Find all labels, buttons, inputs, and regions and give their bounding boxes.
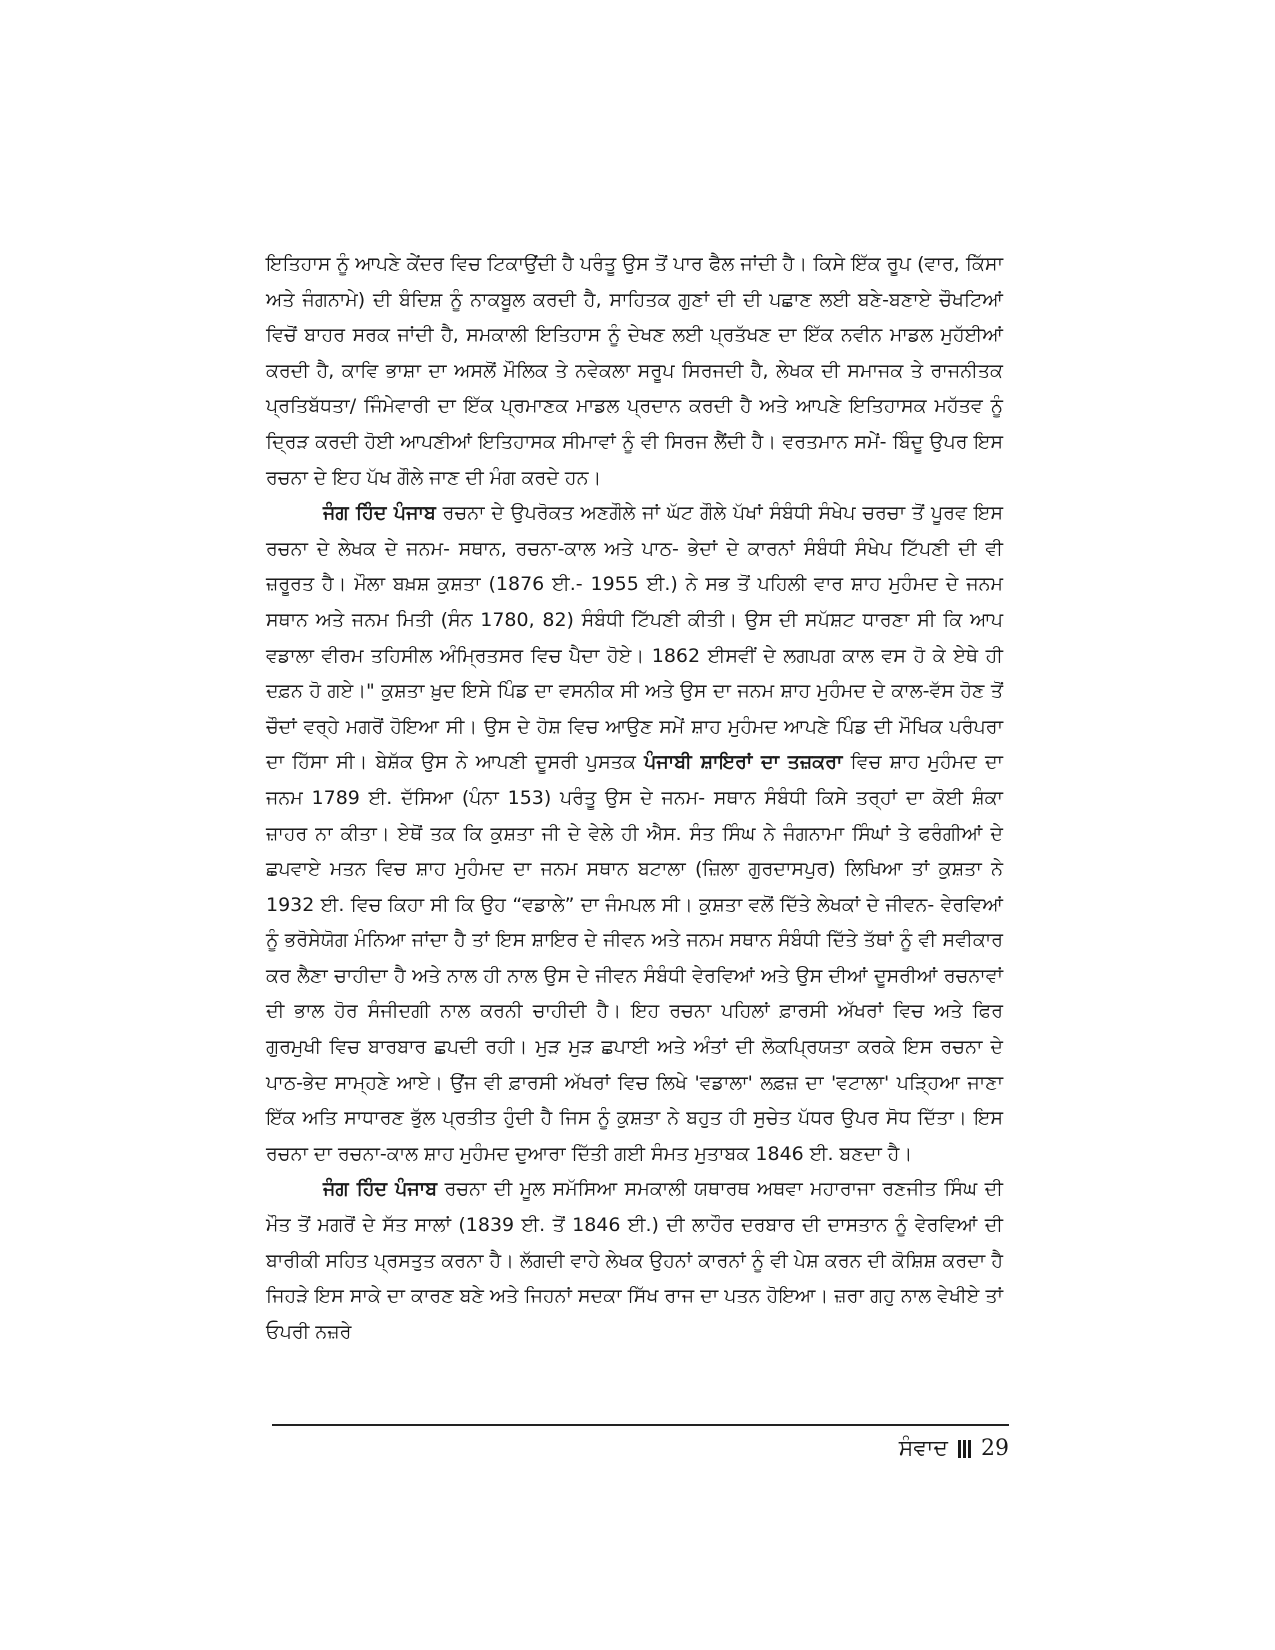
book-title-bold: ਜੰਗ ਹਿੰਦ ਪੰਜਾਬ [323,1178,438,1201]
separator-bars-icon [958,1440,971,1458]
footer-rule [272,1424,1009,1426]
page-footer [899,1434,1009,1464]
body-text [266,247,1003,1350]
paragraph-1: ਇਤਿਹਾਸ ਨੂੰ ਆਪਣੇ ਕੇਂਦਰ ਵਿਚ ਟਿਕਾਉਂਦੀ ਹੈ ਪਰੰਤੂ ਉਸ ਤੋਂ ਪਾਰ ਫੈਲ ਜਾਂਦੀ ਹੈ। ਕਿਸੇ ਇੱਕ ਰੂਪ (ਵਾਰ, ਕਿੱਸਾ ਅਤੇ ਜੰਗਨਾਮੇ) ਦੀ ਬੰਦਿਸ਼ ਨੂੰ ਨਾਕਬੂਲ ਕਰਦੀ ਹੈ, ਸਾਹਿਤਕ ਗੁਣਾਂ ਦੀ ਦੀ ਪਛਾਣ ਲਈ ਬਣੇ-ਬਣਾਏ ਚੌਖਟਿਆਂ ਵਿਚੋਂ ਬਾਹਰ ਸਰਕ ਜਾਂਦੀ ਹੈ, ਸਮਕਾਲੀ ਇਤਿਹਾਸ ਨੂੰ ਦੇਖਣ ਲਈ ਪ੍ਰਤੱਖਣ ਦਾ ਇੱਕ ਨਵੀਨ ਮਾਡਲ ਮੁਹੱਈਆਂ ਕਰਦੀ ਹੈ, ਕਾਵਿ ਭਾਸ਼ਾ ਦਾ ਅਸਲੋਂ ਮੌਲਿਕ ਤੇ ਨਵੇਕਲਾ ਸਰੂਪ ਸਿਰਜਦੀ ਹੈ, ਲੇਖਕ ਦੀ ਸਮਾਜਕ ਤੇ ਰਾਜਨੀਤਕ ਪ੍ਰਤਿਬੱਧਤਾ/ ਜਿੰਮੇਵਾਰੀ ਦਾ ਇੱਕ ਪ੍ਰਮਾਣਕ ਮਾਡਲ ਪ੍ਰਦਾਨ ਕਰਦੀ ਹੈ ਅਤੇ ਆਪਣੇ ਇਤਿਹਾਸਕ ਮਹੱਤਵ ਨੂੰ ਦ੍ਰਿੜ ਕਰਦੀ ਹੋਈ ਆਪਣੀਆਂ ਇਤਿਹਾਸਕ ਸੀਮਾਵਾਂ ਨੂੰ ਵੀ ਸਿਰਜ ਲੈਂਦੀ ਹੈ। ਵਰਤਮਾਨ ਸਮੇਂ- ਬਿੰਦੂ ਉਪਰ ਇਸ ਰਚਨਾ ਦੇ ਇਹ ਪੱਖ ਗੌਲੇ ਜਾਣ ਦੀ ਮੰਗ ਕਰਦੇ ਹਨ। [266,253,1003,489]
paragraph-3-text: ਰਚਨਾ ਦੀ ਮੂਲ ਸਮੱਸਿਆ ਸਮਕਾਲੀ ਯਥਾਰਥ ਅਥਵਾ ਮਹਾਰਾਜਾ ਰਣਜੀਤ ਸਿੰਘ ਦੀ ਮੌਤ ਤੋਂ ਮਗਰੋਂ ਦੇ ਸੱਤ ਸਾਲਾਂ (1839 ਈ. ਤੋਂ 1846 ਈ.) ਦੀ ਲਾਹੌਰ ਦਰਬਾਰ ਦੀ ਦਾਸਤਾਨ ਨੂੰ ਵੇਰਵਿਆਂ ਦੀ ਬਾਰੀਕੀ ਸਹਿਤ ਪ੍ਰਸਤੁਤ ਕਰਨਾ ਹੈ। ਲੱਗਦੀ ਵਾਹੇ ਲੇਖਕ ਉਹਨਾਂ ਕਾਰਨਾਂ ਨੂੰ ਵੀ ਪੇਸ਼ ਕਰਨ ਦੀ ਕੋਸ਼ਿਸ਼ ਕਰਦਾ ਹੈ ਜਿਹੜੇ ਇਸ ਸਾਕੇ ਦਾ ਕਾਰਣ ਬਣੇ ਅਤੇ ਜਿਹਨਾਂ ਸਦਕਾ ਸਿੱਖ ਰਾਜ ਦਾ ਪਤਨ ਹੋਇਆ। ਜ਼ਰਾ ਗਹੁ ਨਾਲ ਵੇਖੀਏ ਤਾਂ ਓਪਰੀ ਨਜ਼ਰੇ [266,1178,1003,1343]
journal-name: ਸੰਵਾਦ [898,1436,948,1461]
paragraph-2 [266,496,1003,1172]
page-number: 29 [981,1436,1009,1461]
book-title-bold: ਜੰਗ ਹਿੰਦ ਪੰਜਾਬ [323,502,436,525]
paragraph-3 [266,1172,1003,1350]
paragraph-2-text-b: ਵਿਚ ਸ਼ਾਹ ਮੁਹੰਮਦ ਦਾ ਜਨਮ 1789 ਈ. ਦੱਸਿਆ (ਪੰਨਾ 153) ਪਰੰਤੂ ਉਸ ਦੇ ਜਨਮ- ਸਥਾਨ ਸੰਬੰਧੀ ਕਿਸੇ ਤਰ੍ਹਾਂ ਦਾ ਕੋਈ ਸ਼ੰਕਾ ਜ਼ਾਹਰ ਨਾ ਕੀਤਾ। ਏਥੋਂ ਤਕ ਕਿ ਕੁਸ਼ਤਾ ਜੀ ਦੇ ਵੇਲੇ ਹੀ ਐਸ. ਸੰਤ ਸਿੰਘ ਨੇ ਜੰਗਨਾਮਾ ਸਿੰਘਾਂ ਤੇ ਫਰੰਗੀਆਂ ਦੇ ਛਪਵਾਏ ਮਤਨ ਵਿਚ ਸ਼ਾਹ ਮੁਹੰਮਦ ਦਾ ਜਨਮ ਸਥਾਨ ਬਟਾਲਾ (ਜ਼ਿਲਾ ਗੁਰਦਾਸਪੁਰ) ਲਿਖਿਆ ਤਾਂ ਕੁਸ਼ਤਾ ਨੇ 1932 ਈ. ਵਿਚ ਕਿਹਾ ਸੀ ਕਿ ਉਹ “ਵਡਾਲੇ” ਦਾ ਜੰਮਪਲ ਸੀ। ਕੁਸ਼ਤਾ ਵਲੋਂ ਦਿੱਤੇ ਲੇਖਕਾਂ ਦੇ ਜੀਵਨ- ਵੇਰਵਿਆਂ ਨੂੰ ਭਰੋਸੇਯੋਗ ਮੰਨਿਆ ਜਾਂਦਾ ਹੈ ਤਾਂ ਇਸ ਸ਼ਾਇਰ ਦੇ ਜੀਵਨ ਅਤੇ ਜਨਮ ਸਥਾਨ ਸੰਬੰਧੀ ਦਿੱਤੇ ਤੱਥਾਂ ਨੂੰ ਵੀ ਸਵੀਕਾਰ ਕਰ ਲੈਣਾ ਚਾਹੀਦਾ ਹੈ ਅਤੇ ਨਾਲ ਹੀ ਨਾਲ ਉਸ ਦੇ ਜੀਵਨ ਸੰਬੰਧੀ ਵੇਰਵਿਆਂ ਅਤੇ ਉਸ ਦੀਆਂ ਦੂਸਰੀਆਂ ਰਚਨਾਵਾਂ ਦੀ ਭਾਲ ਹੋਰ ਸੰਜੀਦਗੀ ਨਾਲ ਕਰਨੀ ਚਾਹੀਦੀ ਹੈ। ਇਹ ਰਚਨਾ ਪਹਿਲਾਂ ਫ਼ਾਰਸੀ ਅੱਖਰਾਂ ਵਿਚ ਅਤੇ ਫਿਰ ਗੁਰਮੁਖੀ ਵਿਚ ਬਾਰਬਾਰ ਛਪਦੀ ਰਹੀ। ਮੁੜ ਮੁੜ ਛਪਾਈ ਅਤੇ ਅੰਤਾਂ ਦੀ ਲੋਕਪ੍ਰਿਯਤਾ ਕਰਕੇ ਇਸ ਰਚਨਾ ਦੇ ਪਾਠ-ਭੇਦ ਸਾਮ੍ਹਣੇ ਆਏ। ਉਂਜ ਵੀ ਫ਼ਾਰਸੀ ਅੱਖਰਾਂ ਵਿਚ ਲਿਖੇ 'ਵਡਾਲਾ' ਲਫ਼ਜ਼ ਦਾ 'ਵਟਾਲਾ' ਪੜ੍ਹਿਆ ਜਾਣਾ ਇੱਕ ਅਤਿ ਸਾਧਾਰਣ ਭੁੱਲ ਪ੍ਰਤੀਤ ਹੁੰਦੀ ਹੈ ਜਿਸ ਨੂੰ ਕੁਸ਼ਤਾ ਨੇ ਬਹੁਤ ਹੀ ਸੁਚੇਤ ਪੱਧਰ ਉਪਰ ਸੋਧ ਦਿੱਤਾ। ਇਸ ਰਚਨਾ ਦਾ ਰਚਨਾ-ਕਾਲ ਸ਼ਾਹ ਮੁਹੰਮਦ ਦੁਆਰਾ ਦਿੱਤੀ ਗਈ ਸੰਮਤ ਮੁਤਾਬਕ 1846 ਈ. ਬਣਦਾ ਹੈ। [266,751,1003,1165]
book-title-bold: ਪੰਜਾਬੀ ਸ਼ਾਇਰਾਂ ਦਾ ਤਜ਼ਕਰਾ [644,751,843,774]
paragraph-2-text-a: ਰਚਨਾ ਦੇ ਉਪਰੋਕਤ ਅਣਗੌਲੇ ਜਾਂ ਘੱਟ ਗੌਲੇ ਪੱਖਾਂ ਸੰਬੰਧੀ ਸੰਖੇਪ ਚਰਚਾ ਤੋਂ ਪੂਰਵ ਇਸ ਰਚਨਾ ਦੇ ਲੇਖਕ ਦੇ ਜਨਮ- ਸਥਾਨ, ਰਚਨਾ-ਕਾਲ ਅਤੇ ਪਾਠ- ਭੇਦਾਂ ਦੇ ਕਾਰਨਾਂ ਸੰਬੰਧੀ ਸੰਖੇਪ ਟਿੱਪਣੀ ਦੀ ਵੀ ਜ਼ਰੂਰਤ ਹੈ। ਮੌਲਾ ਬਖ਼ਸ਼ ਕੁਸ਼ਤਾ (1876 ਈ.- 1955 ਈ.) ਨੇ ਸਭ ਤੋਂ ਪਹਿਲੀ ਵਾਰ ਸ਼ਾਹ ਮੁਹੰਮਦ ਦੇ ਜਨਮ ਸਥਾਨ ਅਤੇ ਜਨਮ ਮਿਤੀ (ਸੰਨ 1780, 82) ਸੰਬੰਧੀ ਟਿੱਪਣੀ ਕੀਤੀ। ਉਸ ਦੀ ਸਪੱਸ਼ਟ ਧਾਰਣਾ ਸੀ ਕਿ ਆਪ ਵਡਾਲਾ ਵੀਰਮ ਤਹਿਸੀਲ ਅੰਮ੍ਰਿਤਸਰ ਵਿਚ ਪੈਦਾ ਹੋਏ। 1862 ਈਸਵੀਂ ਦੇ ਲਗਪਗ ਕਾਲ ਵਸ ਹੋ ਕੇ ਏਥੇ ਹੀ ਦਫ਼ਨ ਹੋ ਗਏ।" ਕੁਸ਼ਤਾ ਖ਼ੁਦ ਇਸੇ ਪਿੰਡ ਦਾ ਵਸਨੀਕ ਸੀ ਅਤੇ ਉਸ ਦਾ ਜਨਮ ਸ਼ਾਹ ਮੁਹੰਮਦ ਦੇ ਕਾਲ-ਵੱਸ ਹੋਣ ਤੋਂ ਚੌਦਾਂ ਵਰ੍ਹੇ ਮਗਰੋਂ ਹੋਇਆ ਸੀ। ਉਸ ਦੇ ਹੋਸ਼ ਵਿਚ ਆਉਣ ਸਮੇਂ ਸ਼ਾਹ ਮੁਹੰਮਦ ਆਪਣੇ ਪਿੰਡ ਦੀ ਮੌਖਿਕ ਪਰੰਪਰਾ ਦਾ ਹਿੱਸਾ ਸੀ। ਬੇਸ਼ੱਕ ਉਸ ਨੇ ਆਪਣੀ ਦੂਸਰੀ ਪੁਸਤਕ [266,502,1003,774]
